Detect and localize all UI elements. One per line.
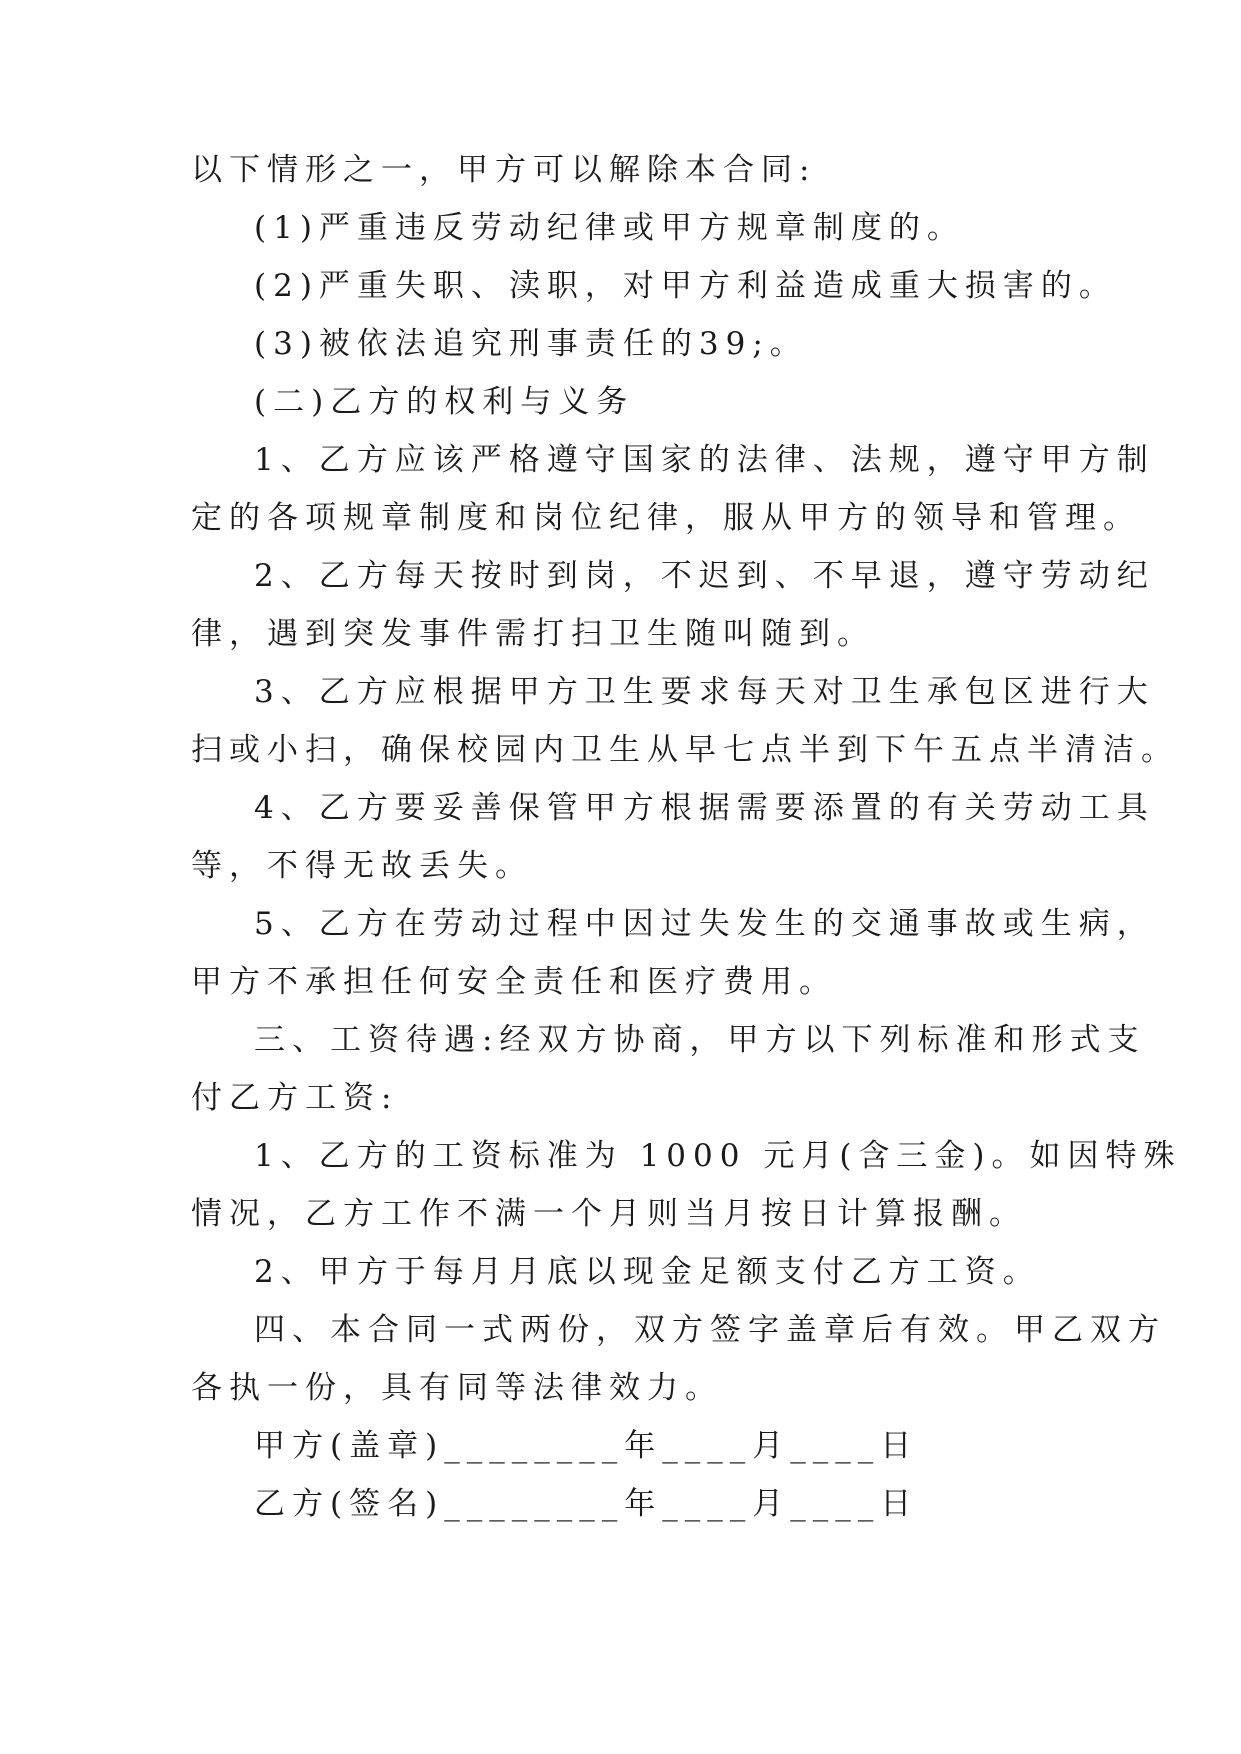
text-line: 情况，乙方工作不满一个月则当月按日计算报酬。 xyxy=(191,1196,1027,1232)
section-heading: 三、工资待遇:经双方协商，甲方以下列标准和形式支 xyxy=(254,1022,1146,1058)
text-line: 甲方不承担任何安全责任和医疗费用。 xyxy=(191,964,837,1000)
text-line: 2、甲方于每月月底以现金足额支付乙方工资。 xyxy=(254,1254,1041,1290)
signature-line-party-b: 乙方(签名)________年____月____日 xyxy=(254,1486,919,1522)
text-line: 2、乙方每天按时到岗，不迟到、不早退，遵守劳动纪 xyxy=(254,558,1155,594)
text-line: 付乙方工资: xyxy=(191,1080,399,1116)
text-line: 4、乙方要妥善保管甲方根据需要添置的有关劳动工具 xyxy=(254,790,1155,826)
text-line: (3)被依法追究刑事责任的39;。 xyxy=(254,326,808,362)
section-heading: 四、本合同一式两份，双方签字盖章后有效。甲乙双方 xyxy=(254,1312,1166,1348)
text-line: 扫或小扫，确保校园内卫生从早七点半到下午五点半清洁。 xyxy=(191,732,1179,768)
text-line: 1、乙方的工资标准为 1000 元月(含三金)。如因特殊 xyxy=(254,1138,1182,1174)
text-line: 以下情形之一，甲方可以解除本合同: xyxy=(191,152,817,188)
text-line: 定的各项规章制度和岗位纪律，服从甲方的领导和管理。 xyxy=(191,500,1141,536)
text-line: 等，不得无故丢失。 xyxy=(191,848,533,884)
text-line: (2)严重失职、渎职，对甲方利益造成重大损害的。 xyxy=(254,268,1117,304)
text-line: 5、乙方在劳动过程中因过失发生的交通事故或生病， xyxy=(254,906,1155,942)
text-line: 各执一份，具有同等法律效力。 xyxy=(191,1370,723,1406)
text-line: 3、乙方应根据甲方卫生要求每天对卫生承包区进行大 xyxy=(254,674,1155,710)
signature-line-party-a: 甲方(盖章)________年____月____日 xyxy=(254,1428,919,1464)
text-line: 1、乙方应该严格遵守国家的法律、法规，遵守甲方制 xyxy=(254,442,1155,478)
section-heading: (二)乙方的权利与义务 xyxy=(254,384,635,420)
text-line: (1)严重违反劳动纪律或甲方规章制度的。 xyxy=(254,210,965,246)
text-line: 律，遇到突发事件需打扫卫生随叫随到。 xyxy=(191,616,875,652)
